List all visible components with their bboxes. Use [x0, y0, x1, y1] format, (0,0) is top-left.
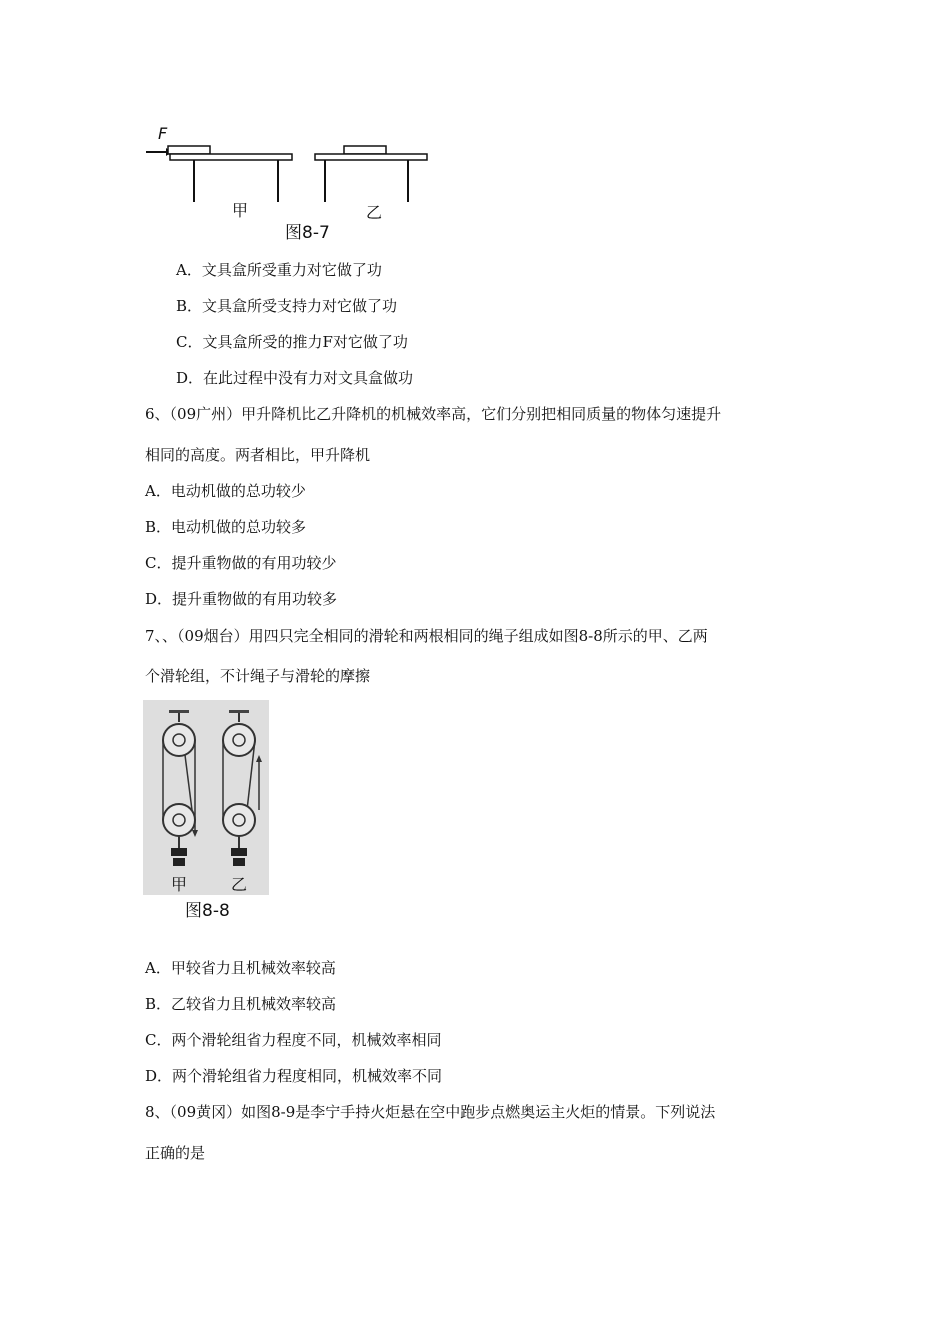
option-c: C．两个滑轮组省力程度不同，机械效率相同: [145, 1031, 442, 1049]
question-7-stem-cont: 个滑轮组，不计绳子与滑轮的摩擦: [145, 667, 371, 685]
stationery-box-yi: [344, 146, 386, 154]
option-a: A．电动机做的总功较少: [145, 482, 306, 500]
option-d: D．在此过程中没有力对文具盒做功: [176, 369, 414, 387]
option-c: C．文具盒所受的推力F对它做了功: [176, 333, 408, 351]
label-jia: 甲: [232, 201, 249, 220]
option-b: B．乙较省力且机械效率较高: [145, 995, 337, 1013]
option-b: B．电动机做的总功较多: [145, 518, 307, 536]
option-c: C．提升重物做的有用功较少: [145, 554, 337, 572]
option-a: A．甲较省力且机械效率较高: [145, 959, 336, 977]
question-6-stem: 6、（09广州）甲升降机比乙升降机的机械效率高，它们分别把相同质量的物体匀速提升: [145, 405, 722, 423]
movable-pulley: [163, 804, 195, 836]
fixed-pulley: [223, 724, 255, 756]
table-jia: [168, 146, 292, 202]
label-yi: 乙: [366, 203, 383, 222]
option-d: D．提升重物做的有用功较多: [145, 590, 338, 608]
stationery-box-jia: [168, 146, 210, 154]
movable-pulley: [223, 804, 255, 836]
table-yi: [315, 146, 427, 202]
figure-caption: 图8-8: [185, 901, 230, 921]
figure-caption: 图8-7: [285, 223, 330, 243]
question-8-stem: 8、（09黄冈）如图8-9是李宁手持火炬悬在空中跑步点燃奥运主火炬的情景。下列说法: [145, 1103, 716, 1121]
fixed-pulley: [163, 724, 195, 756]
question-7-stem: 7、、（09烟台）用四只完全相同的滑轮和两根相同的绳子组成如图8-8所示的甲、乙两: [145, 627, 708, 645]
question-8-stem-cont: 正确的是: [145, 1144, 206, 1162]
option-b: B．文具盒所受支持力对它做了功: [176, 297, 398, 315]
figure-8-7: [140, 120, 440, 250]
option-d: D．两个滑轮组省力程度相同，机械效率不同: [145, 1067, 443, 1085]
option-a: A．文具盒所受重力对它做了功: [176, 261, 382, 279]
label-yi: 乙: [231, 875, 248, 894]
label-jia: 甲: [171, 875, 188, 894]
question-6-stem-cont: 相同的高度。两者相比，甲升降机: [145, 446, 371, 464]
force-label: F: [158, 124, 168, 143]
weight: [171, 848, 187, 856]
figure-8-8: [143, 700, 273, 925]
weight: [231, 848, 247, 856]
